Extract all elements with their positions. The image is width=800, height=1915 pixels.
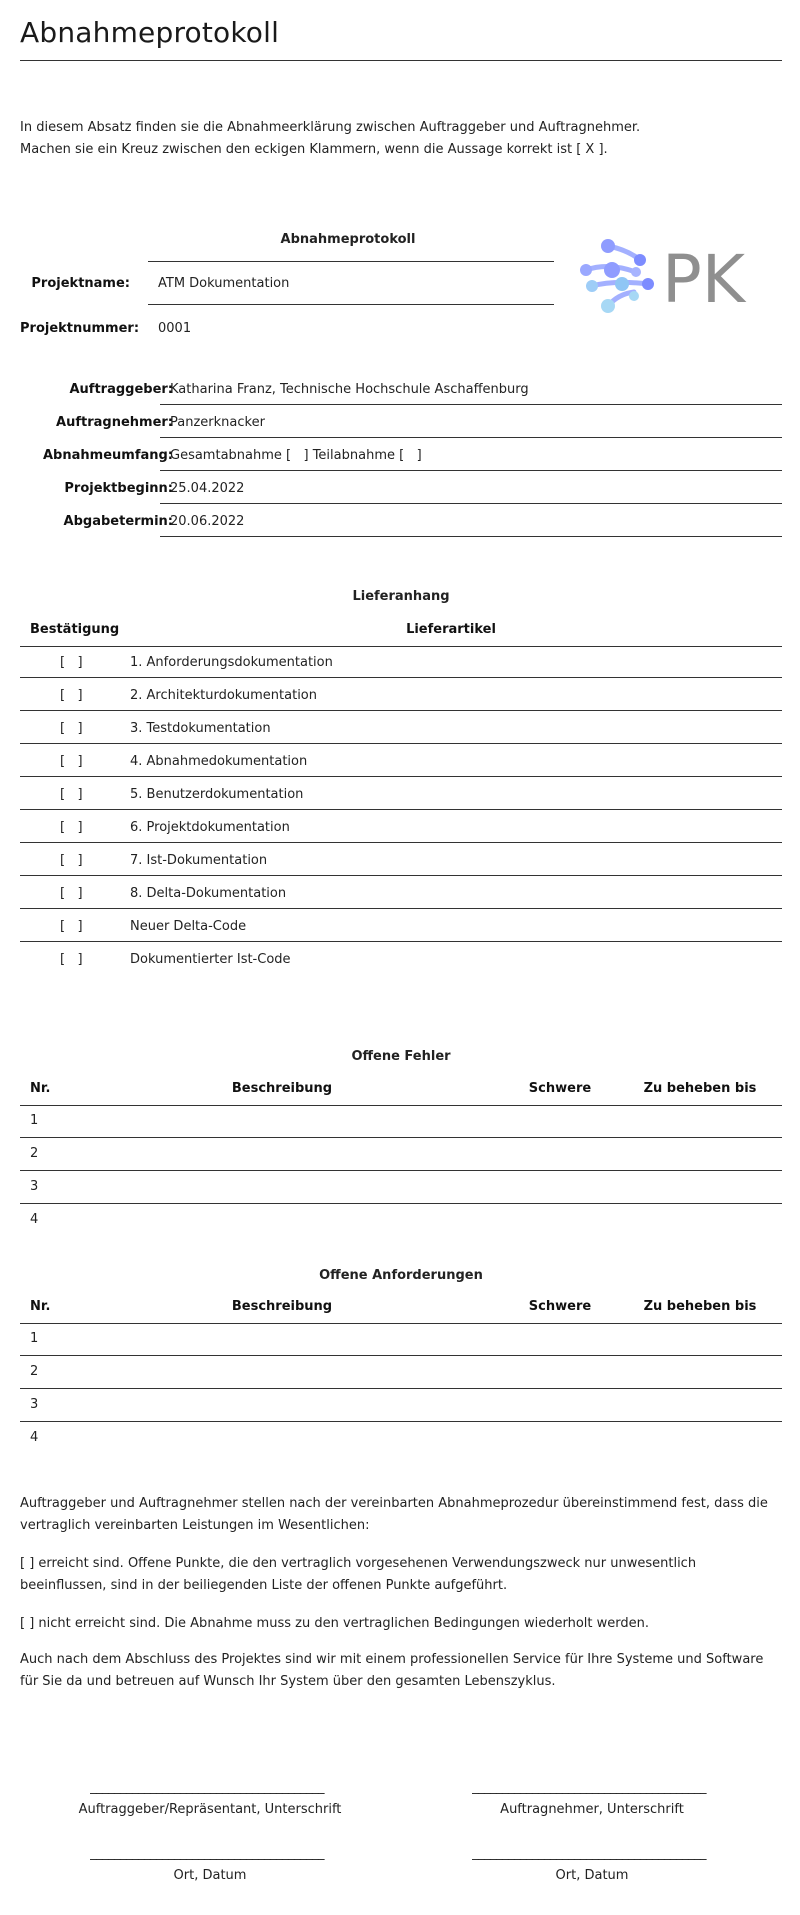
projektname-bottom-line xyxy=(148,304,554,305)
detail-label: Abgabetermin: xyxy=(63,514,173,529)
table-header-line xyxy=(20,1323,782,1324)
detail-underline xyxy=(160,437,782,438)
detail-value: Gesamtabnahme [ ] Teilabnahme [ ] xyxy=(170,448,422,463)
row-divider xyxy=(20,842,782,843)
confirm-checkbox[interactable]: [ ] xyxy=(60,787,83,802)
table-row-number: 1 xyxy=(30,1331,39,1346)
table-row-divider xyxy=(20,1388,782,1389)
table-row-number: 2 xyxy=(30,1146,39,1161)
table-row-number: 3 xyxy=(30,1397,39,1412)
col-zu-beheben-bis: Zu beheben bis xyxy=(643,1081,757,1096)
lieferartikel-item: 1. Anforderungsdokumentation xyxy=(130,655,333,670)
row-divider xyxy=(20,743,782,744)
date-line-client: _______________________________________ xyxy=(90,1846,324,1861)
row-divider xyxy=(20,677,782,678)
col-schwere: Schwere xyxy=(528,1081,592,1096)
detail-value: 20.06.2022 xyxy=(170,514,245,529)
signature-caption-client: Auftraggeber/Repräsentant, Unterschrift xyxy=(78,1802,342,1817)
confirm-checkbox[interactable]: [ ] xyxy=(60,820,83,835)
lieferartikel-item: 8. Delta-Dokumentation xyxy=(130,886,287,901)
confirm-checkbox[interactable]: [ ] xyxy=(60,853,83,868)
lieferartikel-item: 7. Ist-Dokumentation xyxy=(130,853,268,868)
table-row-divider xyxy=(20,1170,782,1171)
row-divider xyxy=(20,710,782,711)
table-header-line xyxy=(20,1105,782,1106)
projektnummer-value: 0001 xyxy=(158,321,192,336)
col-beschreibung: Beschreibung xyxy=(231,1299,333,1314)
row-divider xyxy=(20,809,782,810)
col-zu-beheben-bis: Zu beheben bis xyxy=(643,1299,757,1314)
network-dots-logo-icon xyxy=(578,232,756,322)
detail-label: Auftraggeber: xyxy=(69,382,173,397)
detail-underline xyxy=(160,404,782,405)
detail-label: Auftragnehmer: xyxy=(56,415,173,430)
lieferartikel-item: Dokumentierter Ist-Code xyxy=(130,952,291,967)
detail-value: Panzerknacker xyxy=(170,415,265,430)
confirm-checkbox[interactable]: [ ] xyxy=(60,721,83,736)
table-row-divider xyxy=(20,1137,782,1138)
confirm-checkbox[interactable]: [ ] xyxy=(60,919,83,934)
table-row-number: 4 xyxy=(30,1430,39,1445)
confirm-checkbox[interactable]: [ ] xyxy=(60,655,83,670)
closing-option-erreicht: [ ] erreicht sind. Offene Punkte, die den vertraglich vorgesehenen Verwendungszweck nur unwesentlich beeinflussen, sind in der beiliegenden Liste der offenen Punkte aufgeführt. xyxy=(20,1556,697,1593)
signature-line-client: _______________________________________ xyxy=(90,1780,324,1795)
detail-label: Abnahmeumfang: xyxy=(43,448,173,463)
signature-caption-contractor: Auftragnehmer, Unterschrift xyxy=(500,1802,684,1817)
detail-label: Projektbeginn: xyxy=(64,481,173,496)
detail-value: Katharina Franz, Technische Hochschule Aschaffenburg xyxy=(170,382,529,397)
company-logo xyxy=(578,232,756,322)
lieferartikel-item: Neuer Delta-Code xyxy=(130,919,247,934)
closing-option-nicht-erreicht: [ ] nicht erreicht sind. Die Abnahme muss zu den vertraglichen Bedingungen wiederholt werden. xyxy=(20,1616,650,1631)
projektnummer-label: Projektnummer: xyxy=(20,321,140,336)
signature-line-contractor: _______________________________________ xyxy=(472,1780,706,1795)
table-row-divider xyxy=(20,1355,782,1356)
col-nr: Nr. xyxy=(30,1081,51,1096)
date-caption-client: Ort, Datum xyxy=(173,1868,247,1883)
projektname-top-line xyxy=(148,261,554,262)
lieferartikel-item: 4. Abnahmedokumentation xyxy=(130,754,308,769)
lieferanhang-header-line xyxy=(20,646,782,647)
detail-underline xyxy=(160,470,782,471)
table-row-number: 3 xyxy=(30,1179,39,1194)
table-row-number: 1 xyxy=(30,1113,39,1128)
row-divider xyxy=(20,908,782,909)
title-divider xyxy=(20,60,782,61)
closing-paragraph-service: Auch nach dem Abschluss des Projektes sind wir mit einem professionellen Service für Ihre Systeme und Software für Sie da und betreuen auf Wunsch Ihr System über den gesamten Lebenszyklus. xyxy=(20,1652,764,1689)
closing-paragraph-1: Auftraggeber und Auftragnehmer stellen nach der vereinbarten Abnahmeprozedur übereinstimmend fest, dass die vertraglich vereinbarten Leistungen im Wesentlichen: xyxy=(20,1496,768,1533)
intro-line-1: In diesem Absatz finden sie die Abnahmeerklärung zwischen Auftraggeber und Auftragnehmer. xyxy=(20,120,641,135)
lieferartikel-item: 6. Projektdokumentation xyxy=(130,820,290,835)
lieferartikel-item: 2. Architekturdokumentation xyxy=(130,688,318,703)
row-divider xyxy=(20,776,782,777)
table-row-number: 2 xyxy=(30,1364,39,1379)
col-bestaetigung: Bestätigung xyxy=(30,622,120,637)
table-row-number: 4 xyxy=(30,1212,39,1227)
confirm-checkbox[interactable]: [ ] xyxy=(60,886,83,901)
offene-fehler-title: Offene Fehler xyxy=(351,1049,451,1064)
confirm-checkbox[interactable]: [ ] xyxy=(60,952,83,967)
col-nr: Nr. xyxy=(30,1299,51,1314)
date-caption-contractor: Ort, Datum xyxy=(555,1868,629,1883)
lieferartikel-item: 5. Benutzerdokumentation xyxy=(130,787,304,802)
row-divider xyxy=(20,875,782,876)
confirm-checkbox[interactable]: [ ] xyxy=(60,754,83,769)
protocol-heading: Abnahmeprotokoll xyxy=(280,232,416,247)
projektname-label: Projektname: xyxy=(31,276,130,291)
lieferartikel-item: 3. Testdokumentation xyxy=(130,721,271,736)
table-row-divider xyxy=(20,1421,782,1422)
intro-line-2: Machen sie ein Kreuz zwischen den eckigen Klammern, wenn die Aussage korrekt ist [ X ]. xyxy=(20,142,608,157)
col-lieferartikel: Lieferartikel xyxy=(406,622,496,637)
col-schwere: Schwere xyxy=(528,1299,592,1314)
table-row-divider xyxy=(20,1203,782,1204)
lieferanhang-title: Lieferanhang xyxy=(352,589,450,604)
row-divider xyxy=(20,941,782,942)
projektname-value: ATM Dokumentation xyxy=(158,276,290,291)
date-line-contractor: _______________________________________ xyxy=(472,1846,706,1861)
detail-underline xyxy=(160,536,782,537)
logo-letters: PK xyxy=(662,241,746,318)
page-title: Abnahmeprotokoll xyxy=(20,16,280,49)
offene-anforderungen-title: Offene Anforderungen xyxy=(319,1268,483,1283)
detail-underline xyxy=(160,503,782,504)
detail-value: 25.04.2022 xyxy=(170,481,245,496)
intro-text xyxy=(20,117,640,161)
confirm-checkbox[interactable]: [ ] xyxy=(60,688,83,703)
col-beschreibung: Beschreibung xyxy=(231,1081,333,1096)
